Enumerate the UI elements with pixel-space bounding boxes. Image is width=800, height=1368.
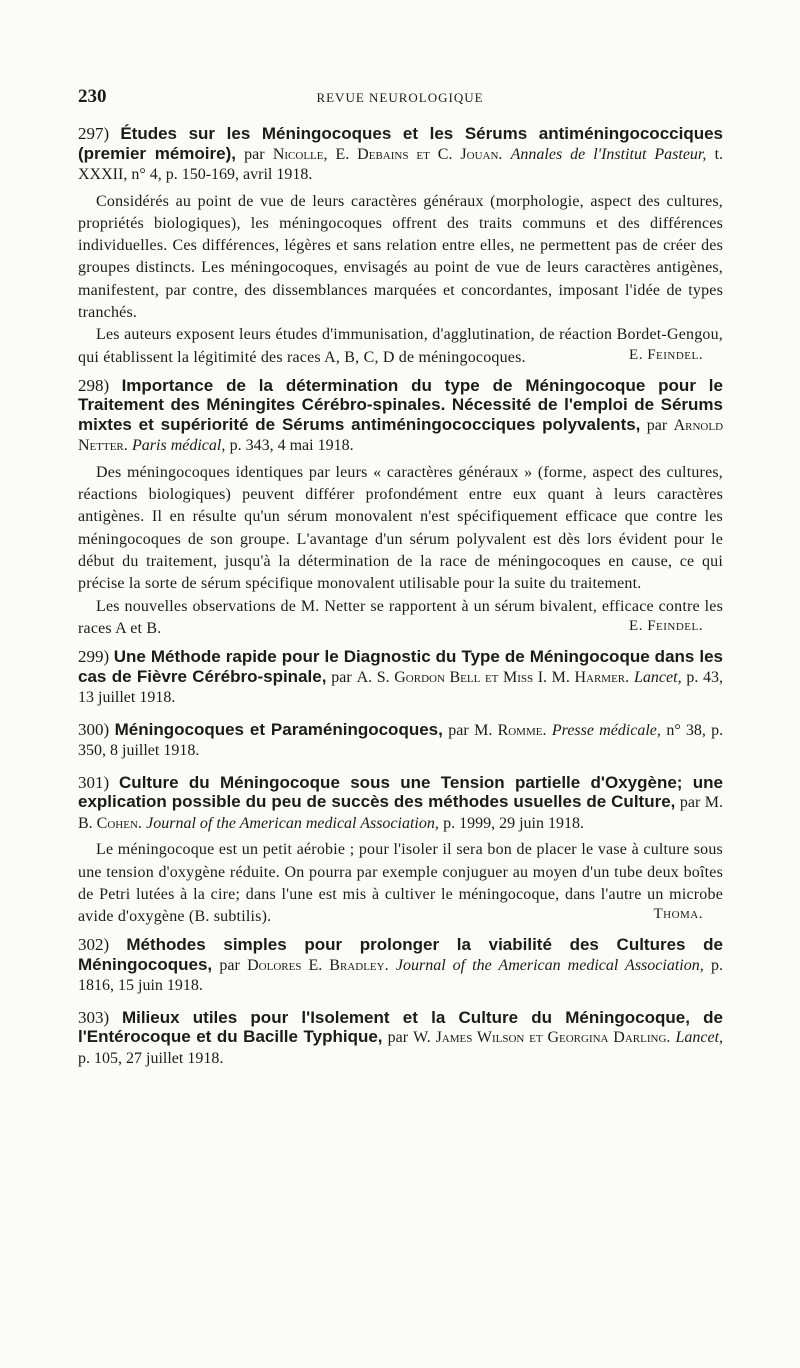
entry-302	[78, 935, 723, 996]
entry-authors: Arnold Netter.	[78, 416, 724, 455]
entry-303	[78, 1008, 723, 1069]
entry-title: Importance de la détermination du type de Méningocoque pour le Traitement des Méningites Cérébro-spinales. Nécessité de l'emploi de Sérums mixtes et supériorité de Sérums antiméningococciques polyvalents,	[78, 375, 723, 434]
entry-297	[78, 124, 723, 364]
entry-authors: M. Romme.	[474, 721, 547, 739]
entry-301	[78, 773, 723, 924]
abstract-paragraph: Les auteurs exposent leurs études d'immunisation, d'agglutination, de réaction Bordet-Gengou, qui établissent la légitimité des races A, B, C, D de méningocoques.	[78, 326, 723, 366]
entry-299	[78, 647, 723, 708]
entry-title: Une Méthode rapide pour le Diagnostic du Type de Méningocoque dans les cas de Fièvre Cérébro-spinale,	[78, 647, 724, 686]
entry-number: 299)	[78, 647, 110, 667]
entry-reference: p. 1999, 29 juin 1918.	[443, 814, 584, 832]
entry-authors: A. S. Gordon Bell et Miss I. M. Harmer.	[356, 668, 630, 686]
entry-number: 298)	[78, 375, 110, 395]
abstract-signature: E. Feindel.	[629, 346, 703, 363]
entry-journal: Journal of the American medical Association,	[395, 956, 704, 974]
abstract-paragraph: Les nouvelles observations de M. Netter se rapportent à un sérum bivalent, efficace contre les races A et B.	[78, 597, 723, 637]
entry-title: Milieux utiles pour l'Isolement et la Culture du Méningocoque, de l'Entérocoque et du Bacille Typhique,	[78, 1007, 723, 1047]
entry-heading	[78, 1008, 723, 1069]
entry-title: Études sur les Méningocoques et les Sérums antiméningococciques (premier mémoire),	[78, 124, 723, 163]
entry-reference: p. 343, 4 mai 1918.	[229, 437, 354, 455]
entry-by: par	[679, 794, 701, 812]
entry-journal: Journal of the American medical Association,	[146, 814, 439, 832]
page-header	[78, 86, 722, 110]
entry-heading	[78, 647, 723, 708]
entry-title: Méthodes simples pour prolonger la viabilité des Cultures de Méningocoques,	[78, 935, 724, 974]
entry-number: 297)	[78, 124, 110, 143]
entry-heading	[78, 124, 723, 185]
entry-reference: t. XXXII, n° 4, p. 150-169, avril 1918.	[78, 145, 724, 183]
page-number: 230	[78, 86, 107, 107]
entry-by: par	[219, 956, 240, 974]
body-text	[78, 124, 723, 1080]
entry-journal: Paris médical,	[132, 437, 226, 455]
abstract-signature: Thoma.	[653, 906, 703, 923]
entry-reference: p. 43, 13 juillet 1918.	[78, 668, 724, 707]
entry-authors: Dolores E. Bradley.	[247, 956, 389, 974]
entry-authors: M. B. Cohen.	[78, 794, 724, 832]
abstract-paragraph: Considérés au point de vue de leurs caractères généraux (morphologie, aspect des cultures, propriétés biologiques), les méningocoques offrent des traits communs et des différences individuelles. Ces différences, légères et sans relation entre elles, ne permettent pas de créer des groupes distincts. Les méningocoques, envisagés au point de vue de leurs caractères antigènes, manifestent, par contre, des dissemblances marquées et concordantes, imposant l'idée de types tranchés.	[78, 192, 723, 321]
entry-heading	[78, 376, 723, 456]
entry-298	[78, 376, 723, 635]
entry-reference: n° 38, p. 350, 8 juillet 1918.	[78, 721, 724, 760]
entry-number: 301)	[78, 772, 110, 792]
entry-heading	[78, 935, 723, 996]
entry-title: Méningocoques et Paraméningocoques,	[114, 719, 443, 739]
abstract-paragraph: Des méningocoques identiques par leurs « caractères généraux » (forme, aspect des cultures, réactions biologiques) peuvent différer profondément entre eux quant à leurs caractères antigènes. Il en résulte qu'un sérum monovalent n'est spécifiquement efficace que contre les méningocoques de son groupe. L'avantage d'un sérum polyvalent est dès lors évident pour le début du traitement, jusqu'à la détermination de la race de méningocoques en cause, ce qui précise la sorte de sérum spécifique monovalent utilisable pour la suite du traitement.	[78, 463, 723, 593]
entry-heading	[78, 773, 723, 834]
entry-journal: Lancet,	[675, 1029, 724, 1047]
entry-journal: Annales de l'Institut Pasteur,	[510, 145, 707, 163]
entry-by: par	[244, 145, 265, 163]
entry-heading	[78, 720, 723, 761]
entry-abstract	[78, 191, 723, 369]
entry-reference: p. 1816, 15 juin 1918.	[78, 956, 723, 995]
entry-journal: Presse médicale,	[551, 721, 661, 739]
entry-by: par	[646, 416, 668, 434]
abstract-paragraph: Le méningocoque est un petit aérobie ; pour l'isoler il sera bon de placer le vase à culture sous une tension d'oxygène réduite. On pourra par exemple conjuguer au moyen d'un tube deux boîtes de Petri lutées à la cire; dans l'une est mis à cultiver le méningocoque, dans l'autre un microbe avide d'oxygène (B. subtilis).	[78, 841, 723, 926]
entry-by: par	[331, 668, 352, 686]
entry-abstract	[78, 462, 723, 640]
running-title: REVUE NEUROLOGIQUE	[316, 90, 484, 105]
entry-300	[78, 720, 723, 761]
entry-authors: W. James Wilson et Georgina Darling.	[413, 1029, 671, 1047]
entry-journal: Lancet,	[634, 668, 682, 686]
entry-reference: p. 105, 27 juillet 1918.	[78, 1049, 224, 1067]
entry-number: 303)	[78, 1007, 110, 1027]
entry-authors: Nicolle, E. Debains et C. Jouan.	[272, 145, 503, 163]
entry-number: 300)	[78, 719, 110, 739]
entry-number: 302)	[78, 935, 110, 955]
entry-title: Culture du Méningocoque sous une Tension partielle d'Oxygène; une explication possible du peu de succès des méthodes usuelles de Culture,	[78, 772, 723, 812]
entry-by: par	[387, 1029, 409, 1047]
abstract-signature: E. Feindel.	[629, 618, 703, 635]
entry-by: par	[448, 721, 469, 739]
